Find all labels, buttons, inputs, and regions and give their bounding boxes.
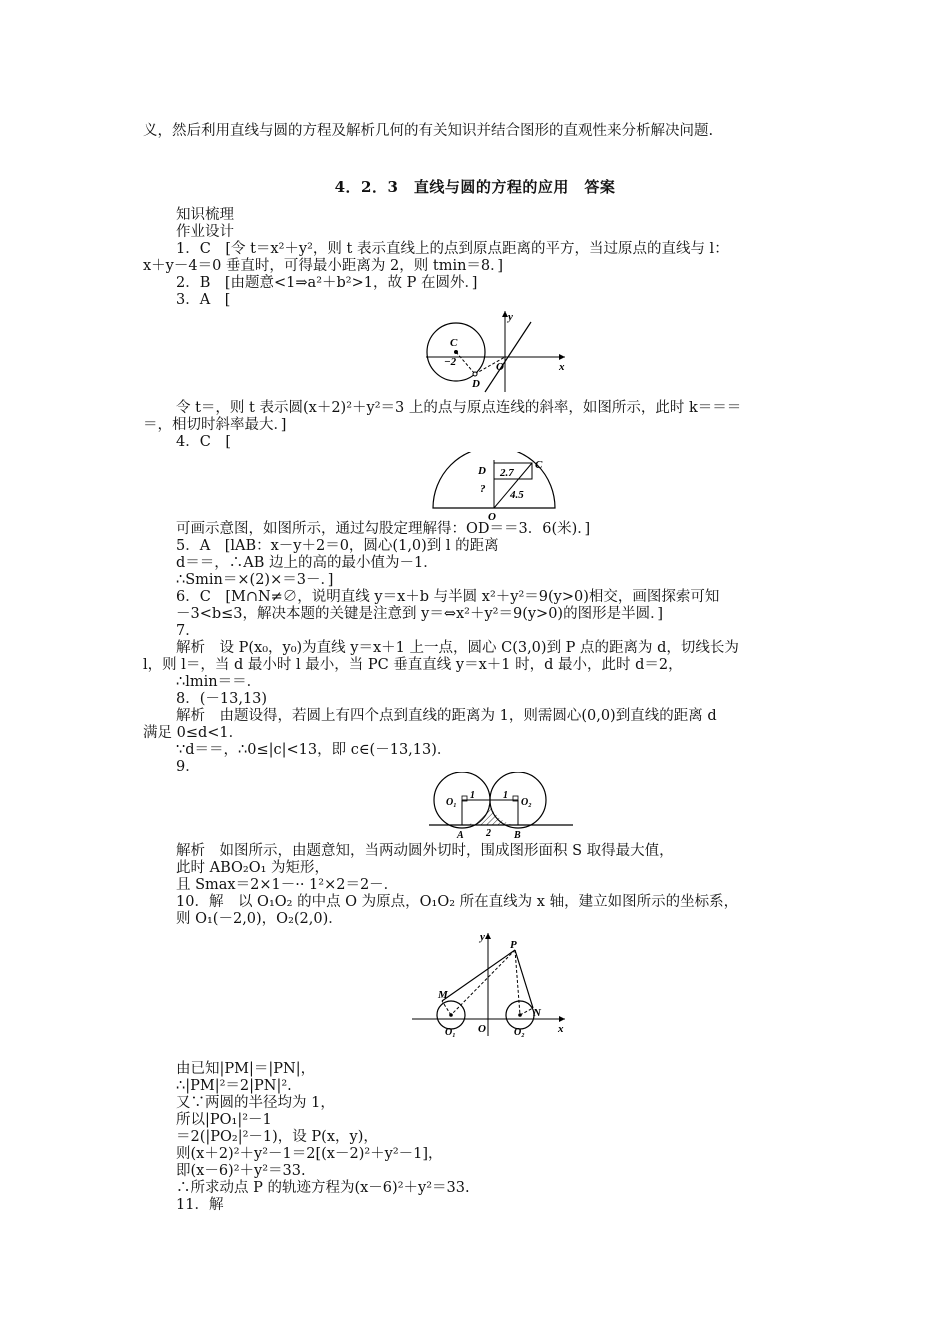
section-title: 4．2．3 直线与圆的方程的应用 答案 [334, 178, 616, 196]
answer-6-line-2: －3<b≤3，解决本题的关键是注意到 y＝⇔x²＋y²＝9(y>0)的图形是半圆．] [176, 606, 663, 622]
answer-11: 11．解 [176, 1197, 224, 1213]
answer-10-line-9: 即(x－6)²＋y²＝33. [176, 1163, 306, 1179]
answer-1-line-2: x＋y－4＝0 垂直时，可得最小距离为 2，则 tmin＝8．] [143, 258, 504, 274]
answer-6-line-1: 6．C [M∩N≠∅，说明直线 y＝x＋b 与半圆 x²＋y²＝9(y>0)相交，画图探索可知 [176, 589, 720, 605]
fig9-o2-label: O₂ [521, 797, 532, 808]
fig10-o1-label: O₁ [445, 1027, 456, 1038]
fig10-y-label: y [480, 931, 485, 943]
answer-4-text: 可画示意图，如图所示，通过勾股定理解得：OD＝＝3．6(米)．] [176, 521, 591, 537]
answer-9-analysis-2: 此时 ABO₂O₁ 为矩形， [176, 860, 330, 876]
answer-10-line-7: ＝2(|PO₂|²－1)，设 P(x，y)， [176, 1129, 378, 1145]
fig3-x-label: x [559, 361, 565, 373]
answer-10-line-8: 则(x＋2)²＋y²－1＝2[(x－2)²＋y²－1]， [176, 1146, 443, 1162]
fig4-value-27: 2.7 [500, 467, 514, 479]
answer-8: 8．(－13,13) [176, 691, 268, 707]
fig10-n-label: N [533, 1007, 541, 1019]
fig10-o-label: O [478, 1023, 486, 1035]
fig4-c-label: C [535, 459, 543, 471]
answer-10-line-10: ∴所求动点 P 的轨迹方程为(x－6)²＋y²＝33. [176, 1180, 470, 1196]
fig3-y-label: y [508, 311, 513, 323]
answer-5-line-1: 5．A [lAB：x－y＋2＝0，圆心(1,0)到 l 的距离 [176, 538, 499, 554]
fig10-p-label: P [510, 939, 517, 951]
fig10-x-label: x [558, 1023, 564, 1035]
answer-1-line-1: 1．C [令 t＝x²＋y²，则 t 表示直线上的点到原点距离的平方，当过原点的直线与 l： [176, 241, 729, 257]
answer-7: 7． [176, 623, 200, 639]
fig9-o1-label: O₁ [446, 797, 457, 808]
answer-7-analysis-3: ∴lmin＝＝． [176, 674, 262, 690]
answer-3-text-1: 令 t＝，则 t 表示圆(x＋2)²＋y²＝3 上的点与原点连线的斜率，如图所示，此时 k＝＝＝ [176, 400, 742, 416]
answer-10-line-4: ∴|PM|²＝2|PN|². [176, 1078, 292, 1094]
fig9-radius-1b: 1 [503, 790, 508, 801]
answer-3: 3．A [ [176, 292, 231, 308]
figure-semicircle-tunnel [430, 452, 570, 522]
fig3-c-label: C [450, 337, 458, 349]
fig4-value-45: 4.5 [510, 489, 524, 501]
figure-tangent-lengths [410, 928, 570, 1038]
answer-10-line-6: 所以|PO₁|²－1 [176, 1112, 272, 1128]
answer-5-line-3: ∴Smin＝×(2)×＝3－．] [176, 572, 334, 588]
answer-8-analysis-2: 满足 0≤d<1． [143, 725, 244, 741]
fig3-o-label: O [496, 361, 504, 373]
answer-9-analysis-1: 解析 如图所示，由题意知，当两动圆外切时，围成图形面积 S 取得最大值， [176, 843, 674, 859]
answer-10-line-5: 又∵两圆的半径均为 1， [176, 1095, 335, 1111]
intro-line: 义，然后利用直线与圆的方程及解析几何的有关知识并结合图形的直观性来分析解决问题. [143, 123, 714, 139]
fig3-d-label: D [472, 378, 480, 390]
fig4-d-label: D [478, 465, 486, 477]
answer-3-text-2: ＝，相切时斜率最大．] [143, 417, 287, 433]
fig4-question: ? [480, 483, 486, 495]
answer-10-line-2: 则 O₁(－2,0)，O₂(2,0)． [176, 911, 343, 927]
answer-10-line-1: 10．解 以 O₁O₂ 的中点 O 为原点，O₁O₂ 所在直线为 x 轴，建立如图所示的坐标系， [176, 894, 739, 910]
answer-5-line-2: d＝＝，∴AB 边上的高的最小值为－1． [176, 555, 438, 571]
answer-9-analysis-3: 且 Smax＝2×1－·· 1²×2＝2－． [176, 877, 399, 893]
heading-knowledge: 知识梳理 [176, 207, 234, 223]
answer-10-line-3: 由已知|PM|＝|PN|， [176, 1061, 316, 1077]
answer-2: 2．B [由题意<1⇒a²＋b²>1，故 P 在圆外．] [176, 275, 478, 291]
fig9-radius-1a: 1 [470, 790, 475, 801]
answer-8-analysis-1: 解析 由题设得，若圆上有四个点到直线的距离为 1，则需圆心(0,0)到直线的距离 d [176, 708, 717, 724]
answer-8-analysis-3: ∵d＝＝，∴0≤|c|<13，即 c∈(－13,13)． [176, 742, 452, 758]
fig3-neg2-label: −2 [444, 356, 457, 368]
fig9-b-label: B [514, 830, 521, 841]
answer-4: 4．C [ [176, 434, 231, 450]
heading-homework: 作业设计 [176, 224, 234, 240]
fig4-o-label: O [488, 511, 496, 522]
figure-two-circles [426, 772, 576, 844]
figure-circle-tangent [423, 308, 568, 393]
fig10-o2-label: O₂ [514, 1027, 525, 1038]
fig9-distance-2: 2 [486, 828, 491, 839]
fig9-a-label: A [457, 830, 464, 841]
answer-9: 9． [176, 759, 200, 775]
answer-7-analysis-1: 解析 设 P(x₀，y₀)为直线 y＝x＋1 上一点，圆心 C(3,0)到 P 点的距离为 d，切线长为 [176, 640, 739, 656]
answer-7-analysis-2: l，则 l＝，当 d 最小时 l 最小，当 PC 垂直直线 y＝x＋1 时，d 最小，此时 d＝2， [143, 657, 683, 673]
fig10-m-label: M [438, 989, 448, 1001]
